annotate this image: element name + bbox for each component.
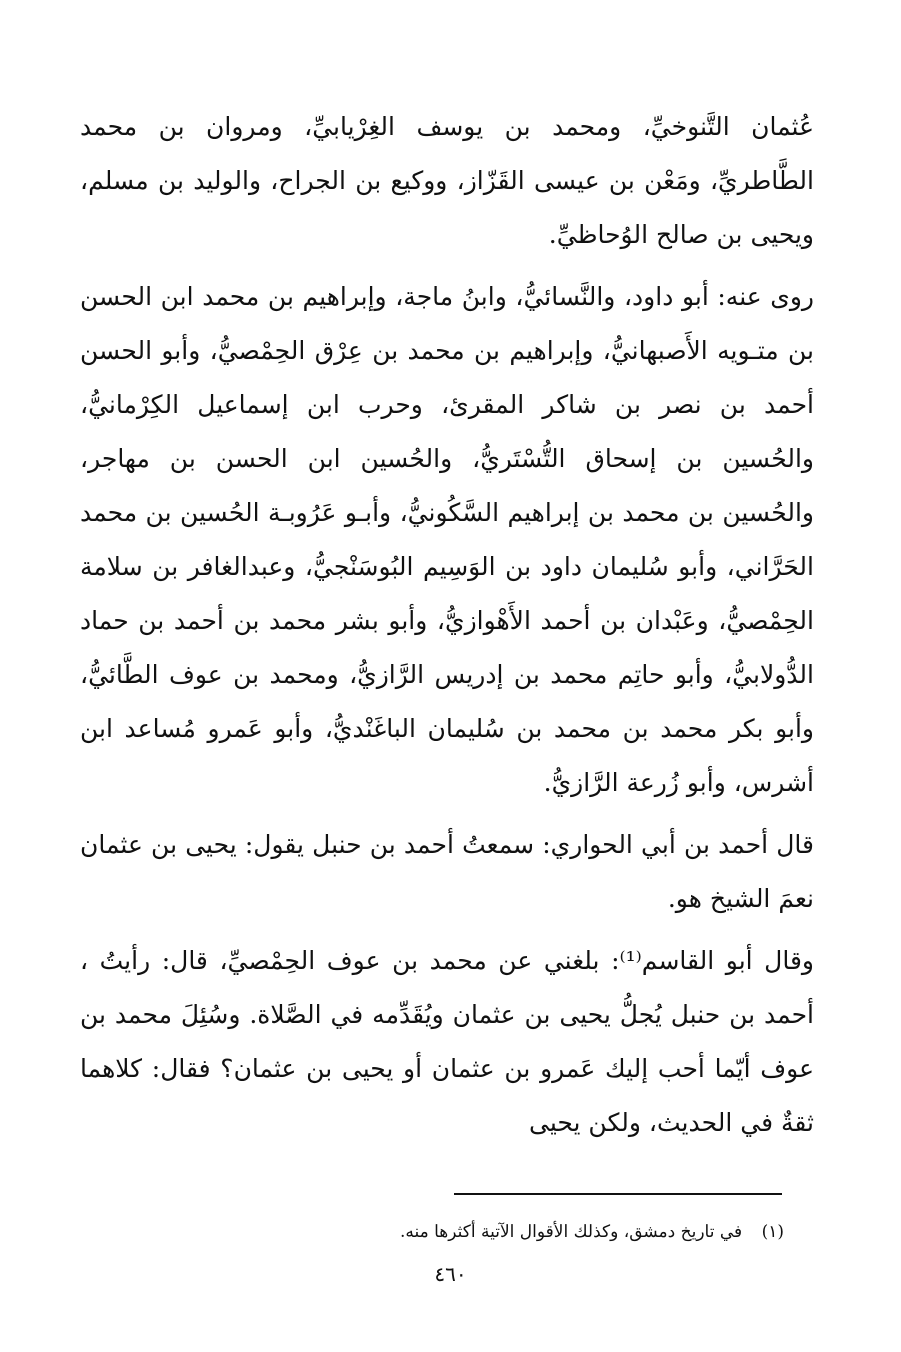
footnote xyxy=(80,1218,784,1246)
footnote-number: (١) xyxy=(761,1222,784,1242)
main-text xyxy=(80,100,814,1150)
footnote-text: في تاريخ دمشق، وكذلك الأقوال الآتية أكثرها منه. xyxy=(399,1222,743,1242)
paragraph-teachers-continued: عُثمان التَّنوخيِّ، ومحمد بن يوسف الغِرْيابيِّ، ومروان بن محمد الطَّاطريِّ، ومَعْن بن عيسى القَزّاز، ووكيع بن الجراح، والوليد بن مسلم، ويحيى بن صالح الوُحاظيِّ. xyxy=(80,112,814,249)
page-number: ٤٦٠ xyxy=(434,1262,467,1286)
paragraph-ahmad-quote: قال أحمد بن أبي الحواري: سمعتُ أحمد بن حنبل يقول: يحيى بن عثمان نعمَ الشيخ هو. xyxy=(80,830,814,913)
footnote-divider xyxy=(454,1193,782,1195)
paragraph-narrators: روى عنه: أبو داود، والنَّسائيُّ، وابنُ ماجة، وإبراهيم بن محمد ابن الحسن بن متـويه الأَصبهانيُّ، وإبراهيم بن محمد بن عِرْق الحِمْصيُّ، وأبو الحسن أحمد بن نصر بن شاكر المقرئ، وحرب ابن إسماعيل الكِرْمانيُّ، والحُسين بن إسحاق التُّسْتَريُّ، والحُسين ابن الحسن بن مهاجر، والحُسين بن محمد بن إبراهيم السَّكُونيُّ، وأبـو عَرُوبـة الحُسين بن محمد الحَرَّاني، وأبو سُليمان داود بن الوَسِيم البُوسَنْجيُّ، وعبدالغافر بن سلامة الحِمْصيُّ، وعَبْدان بن أحمد الأَهْوازيُّ، وأبو بشر محمد بن أحمد بن حماد الدُّولابيُّ، وأبو حاتِم محمد بن إدريس الرَّازيُّ، ومحمد بن عوف الطَّائيُّ، وأبو بكر محمد بن محمد بن سُليمان الباغَنْديُّ، وأبو عَمرو مُساعد ابن أشرس، وأبو زُرعة الرَّازيُّ. xyxy=(80,282,814,797)
paragraph-abu-al-qasim: وقال أبو القاسم⁽¹⁾: بلغني عن محمد بن عوف الحِمْصيِّ، قال: رأيتُ ، أحمد بن حنبل يُجلُّ يحيى بن عثمان ويُقَدِّمه في الصَّلاة. وسُئِلَ محمد بن عوف أيّما أحب إليك عَمرو بن عثمان أو يحيى بن عثمان؟ فقال: كلاهما ثقةٌ في الحديث، ولكن يحيى xyxy=(80,946,814,1137)
